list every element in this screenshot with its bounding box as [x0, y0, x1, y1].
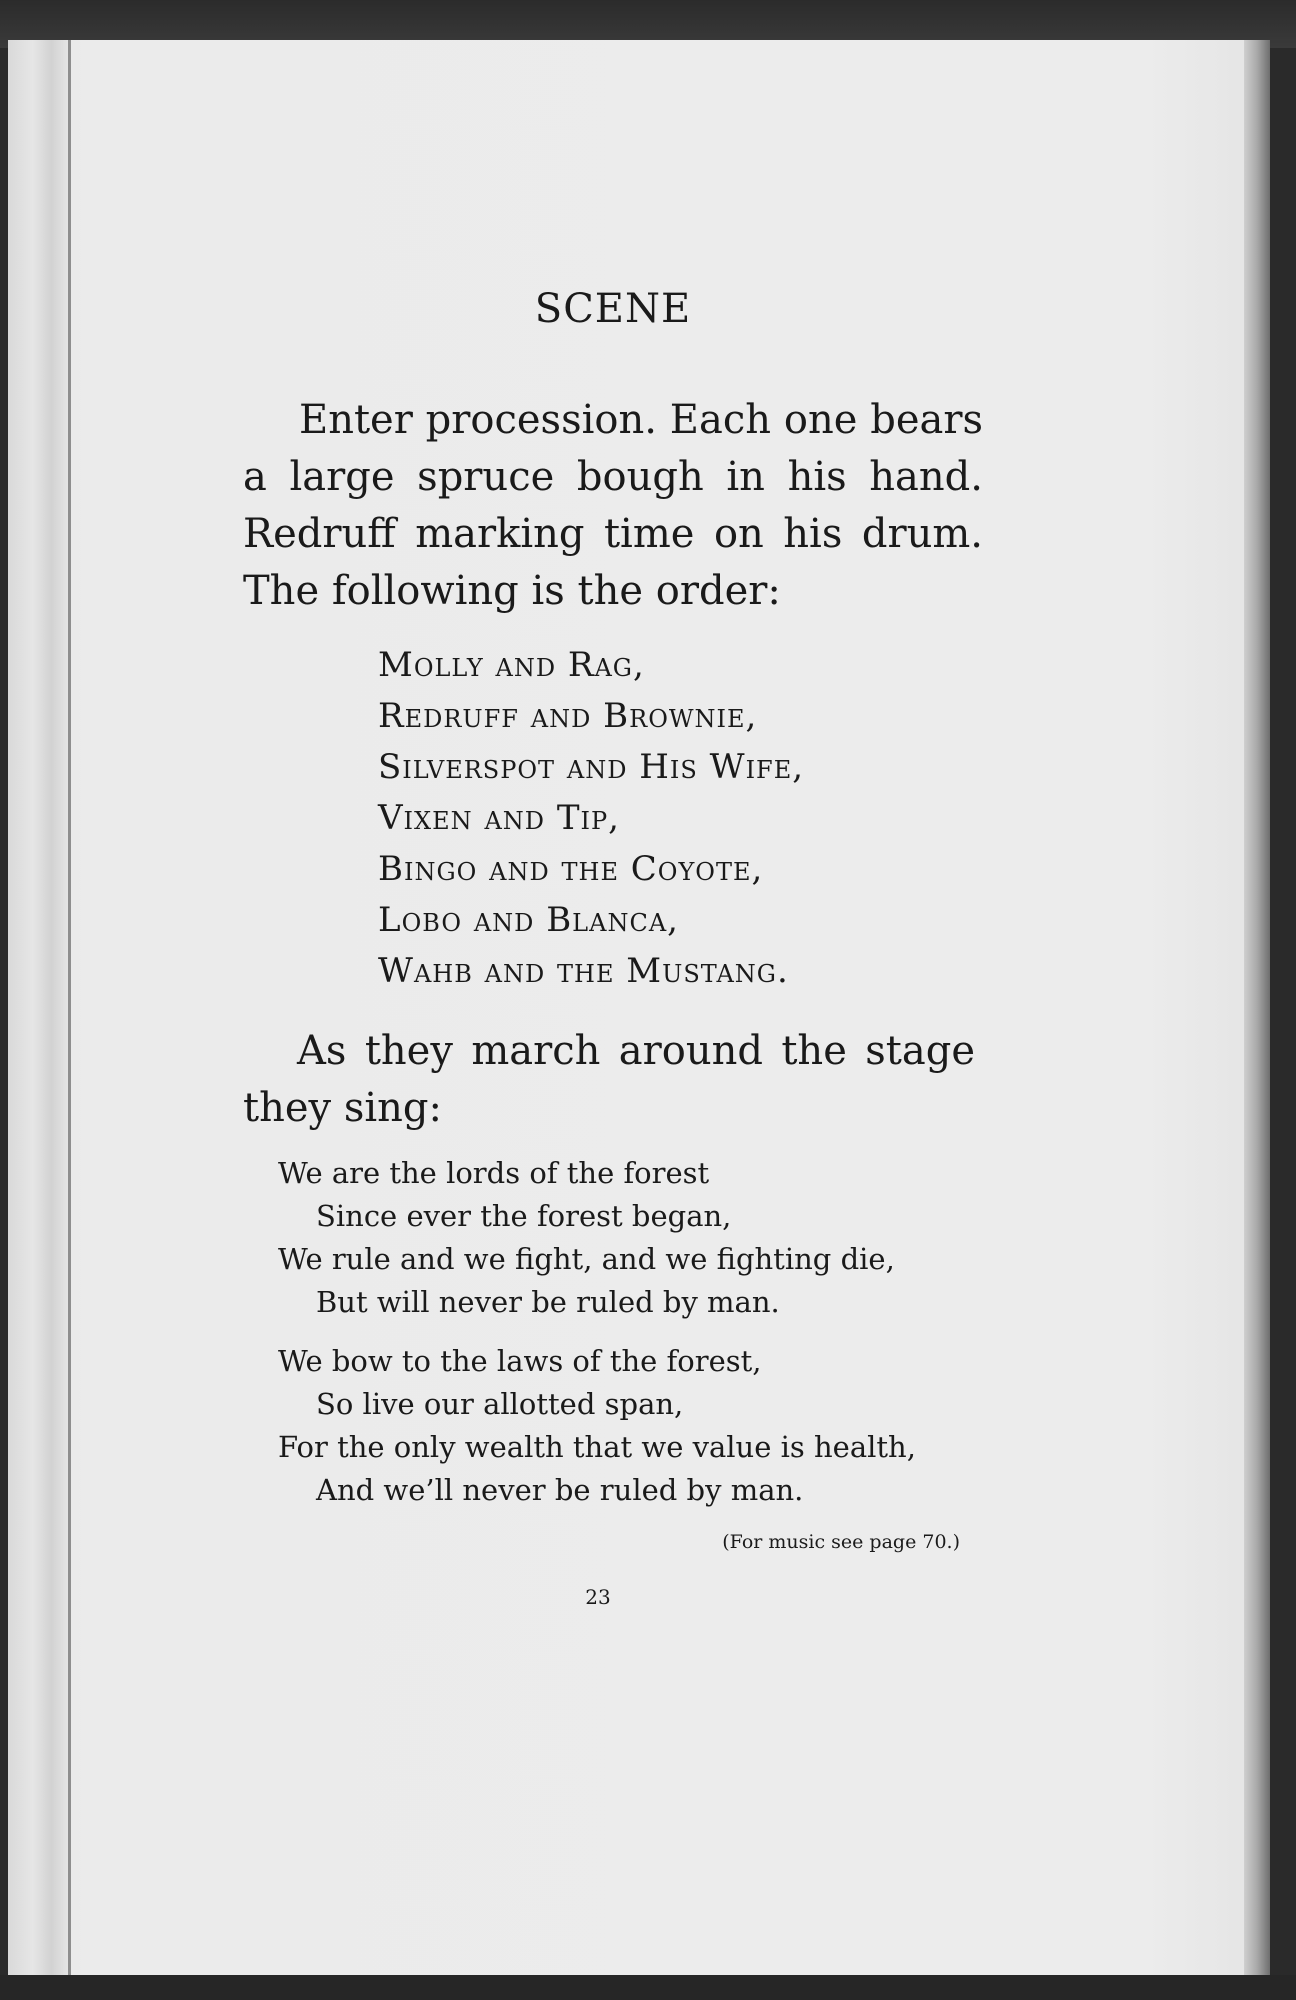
verse-line: But will never be ruled by man.: [316, 1285, 780, 1319]
song-stanza-1: [278, 1152, 978, 1324]
verse-line: For the only wealth that we value is health,: [278, 1430, 916, 1464]
paragraph-line: a large spruce bough in his hand.: [243, 454, 983, 500]
procession-pair: Silverspot and His Wife,: [378, 747, 805, 787]
paragraph-line: Enter procession. Each one bears: [299, 397, 983, 443]
paragraph-line: Redruff marking time on his drum.: [243, 511, 983, 557]
procession-pair: Lobo and Blanca,: [378, 900, 679, 940]
verse-line: And we’ll never be ruled by man.: [316, 1473, 804, 1507]
verse-line: Since ever the forest began,: [316, 1199, 732, 1233]
procession-pair: Wahb and the Mustang.: [378, 951, 789, 991]
scene-heading: SCENE: [534, 286, 692, 332]
procession-pair: Redruff and Brownie,: [378, 696, 758, 736]
page-number: 23: [585, 1585, 611, 1609]
book-page: [8, 40, 1270, 1980]
paragraph-line: The following is the order:: [243, 568, 781, 614]
procession-pair: Vixen and Tip,: [378, 798, 620, 838]
stage-direction-paragraph: [243, 392, 983, 620]
procession-pair: Molly and Rag,: [378, 645, 645, 685]
verse-line: We bow to the laws of the forest,: [278, 1344, 762, 1378]
paragraph-line: As they march around the stage: [297, 1028, 975, 1074]
verse-line: We rule and we fight, and we fighting die,: [278, 1242, 895, 1276]
page-text: [8, 40, 1270, 1980]
scan-background-bottom: [0, 1975, 1296, 2000]
procession-pair: Bingo and the Coyote,: [378, 849, 764, 889]
music-reference-note: (For music see page 70.): [722, 1531, 960, 1553]
verse-line: We are the lords of the forest: [278, 1156, 710, 1190]
song-stanza-2: [278, 1340, 978, 1512]
procession-order-list: [378, 640, 898, 997]
verse-line: So live our allotted span,: [316, 1387, 684, 1421]
march-paragraph: [243, 1023, 975, 1137]
paragraph-line: they sing:: [243, 1085, 442, 1131]
